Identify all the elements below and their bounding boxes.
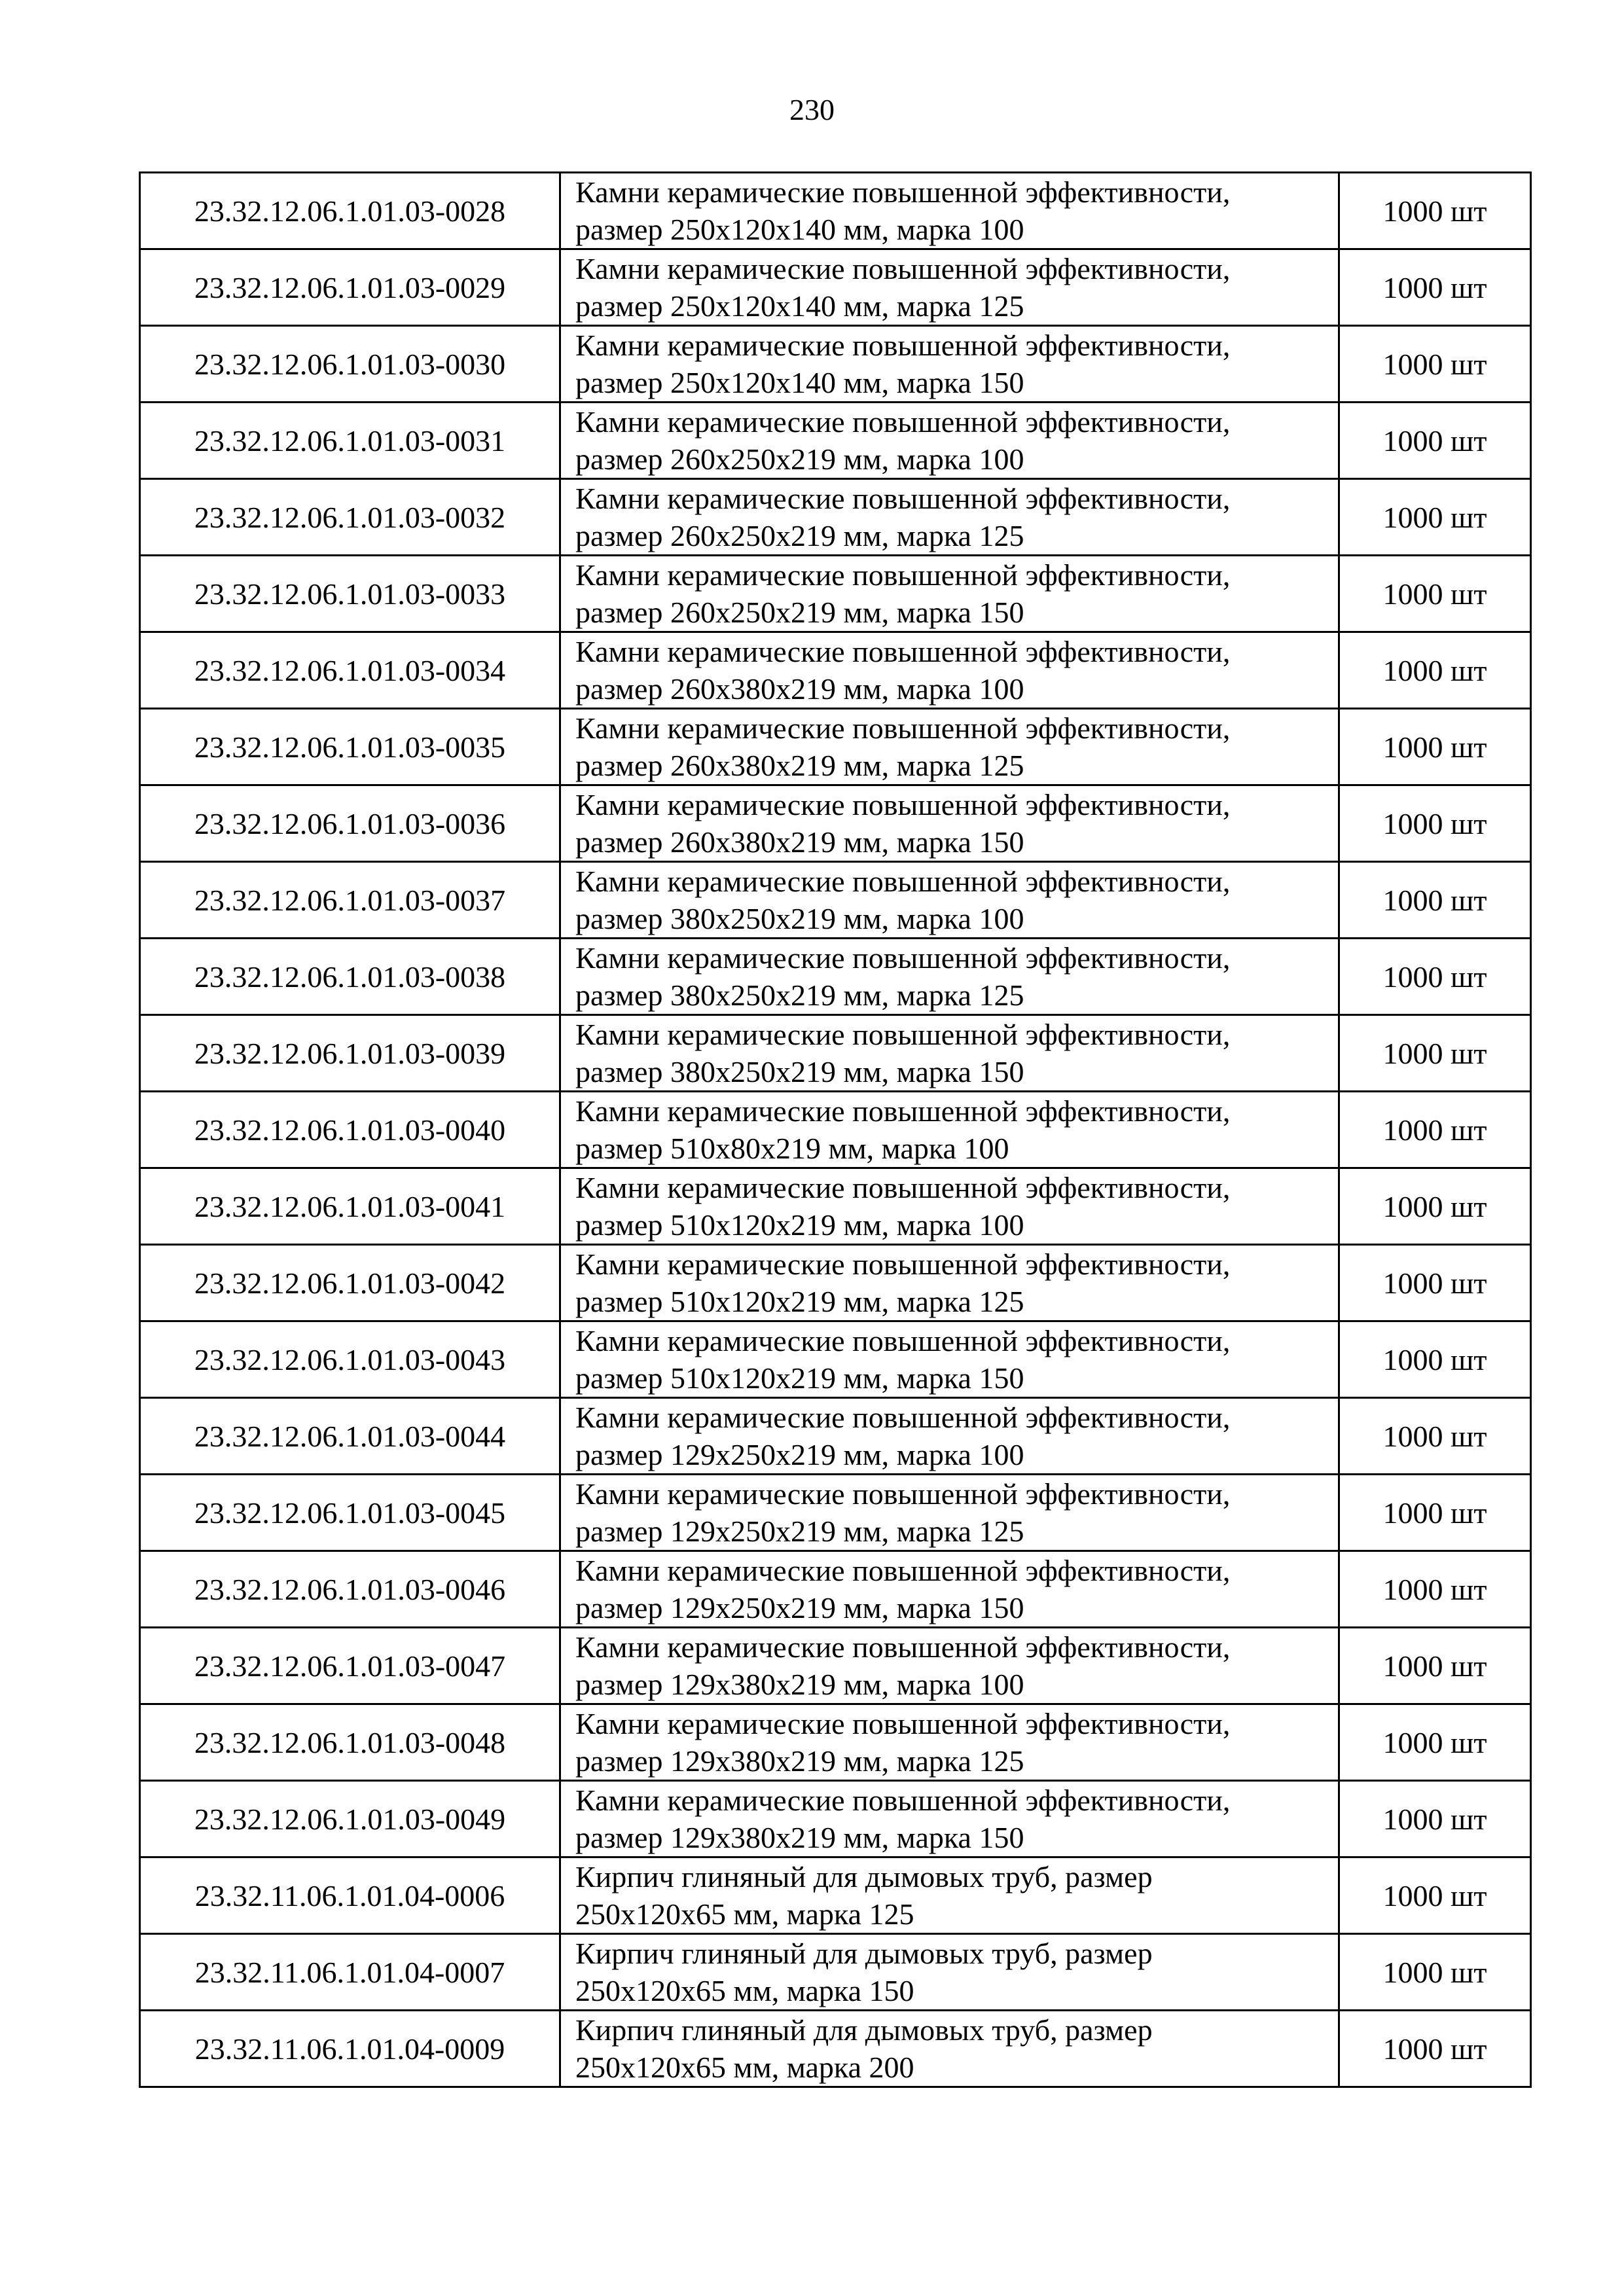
description-line-1: Камни керамические повышенной эффективности,	[575, 405, 1231, 439]
unit-cell: 1000 шт	[1339, 939, 1531, 1015]
description-line-1: Камни керамические повышенной эффективности,	[575, 1247, 1231, 1281]
unit-cell: 1000 шт	[1339, 1092, 1531, 1168]
description-line-1: Камни керамические повышенной эффективности,	[575, 482, 1231, 515]
table-row	[140, 1092, 1531, 1168]
resource-description-cell	[560, 939, 1339, 1015]
description-line-1: Камни керамические повышенной эффективности,	[575, 1094, 1231, 1128]
description-line-1: Кирпич глиняный для дымовых труб, размер	[575, 1937, 1153, 1970]
resource-description-cell	[560, 556, 1339, 632]
description-line-2: размер 129х250х219 мм, марка 125	[575, 1515, 1024, 1548]
description-line-1: Камни керамические повышенной эффективности,	[575, 1401, 1231, 1434]
unit-cell: 1000 шт	[1339, 173, 1531, 249]
resource-code-cell: 23.32.12.06.1.01.03-0033	[140, 556, 560, 632]
resource-code-cell: 23.32.12.06.1.01.03-0038	[140, 939, 560, 1015]
description-line-1: Камни керамические повышенной эффективности,	[575, 1707, 1231, 1740]
resource-description-cell	[560, 326, 1339, 403]
description-line-2: размер 380х250х219 мм, марка 100	[575, 902, 1024, 935]
resource-description-cell	[560, 862, 1339, 939]
resource-description-cell	[560, 709, 1339, 785]
description-line-2: 250х120х65 мм, марка 200	[575, 2051, 914, 2084]
resource-description-cell	[560, 1015, 1339, 1092]
resource-code-cell: 23.32.12.06.1.01.03-0036	[140, 785, 560, 862]
table-row	[140, 1398, 1531, 1475]
resource-description-cell	[560, 1704, 1339, 1781]
description-line-2: размер 129х380х219 мм, марка 150	[575, 1821, 1024, 1854]
resource-code-cell: 23.32.12.06.1.01.03-0030	[140, 326, 560, 403]
description-line-2: размер 129х250х219 мм, марка 100	[575, 1438, 1024, 1471]
resource-description-cell	[560, 1628, 1339, 1704]
description-line-2: размер 129х380х219 мм, марка 100	[575, 1668, 1024, 1701]
description-line-1: Камни керамические повышенной эффективности,	[575, 1171, 1231, 1204]
description-line-2: 250х120х65 мм, марка 125	[575, 1897, 914, 1931]
resource-code-cell: 23.32.12.06.1.01.03-0045	[140, 1475, 560, 1551]
description-line-2: размер 129х250х219 мм, марка 150	[575, 1591, 1024, 1624]
unit-cell: 1000 шт	[1339, 403, 1531, 479]
table-row	[140, 173, 1531, 249]
resource-code-cell: 23.32.12.06.1.01.03-0040	[140, 1092, 560, 1168]
unit-cell: 1000 шт	[1339, 1321, 1531, 1398]
description-line-2: размер 260х250х219 мм, марка 100	[575, 442, 1024, 476]
description-line-2: размер 260х380х219 мм, марка 125	[575, 749, 1024, 782]
resource-description-cell	[560, 1551, 1339, 1628]
unit-cell: 1000 шт	[1339, 1628, 1531, 1704]
table-row	[140, 632, 1531, 709]
table-row	[140, 326, 1531, 403]
resource-code-cell: 23.32.11.06.1.01.04-0007	[140, 1934, 560, 2011]
resource-code-cell: 23.32.12.06.1.01.03-0039	[140, 1015, 560, 1092]
description-line-1: Камни керамические повышенной эффективности,	[575, 635, 1231, 668]
resource-code-cell: 23.32.12.06.1.01.03-0042	[140, 1245, 560, 1321]
resource-description-cell	[560, 1857, 1339, 1934]
resource-code-cell: 23.32.12.06.1.01.03-0034	[140, 632, 560, 709]
description-line-1: Камни керамические повышенной эффективности,	[575, 1630, 1231, 1664]
description-line-1: Камни керамические повышенной эффективности,	[575, 788, 1231, 821]
table-row	[140, 785, 1531, 862]
resource-code-cell: 23.32.12.06.1.01.03-0041	[140, 1168, 560, 1245]
table-row	[140, 1704, 1531, 1781]
resource-description-cell	[560, 1475, 1339, 1551]
description-line-1: Камни керамические повышенной эффективности,	[575, 1477, 1231, 1511]
unit-cell: 1000 шт	[1339, 326, 1531, 403]
description-line-2: размер 260х380х219 мм, марка 150	[575, 825, 1024, 859]
description-line-2: размер 510х120х219 мм, марка 125	[575, 1285, 1024, 1318]
description-line-2: размер 260х250х219 мм, марка 125	[575, 519, 1024, 552]
description-line-2: размер 250х120х140 мм, марка 150	[575, 366, 1024, 399]
description-line-1: Камни керамические повышенной эффективности,	[575, 941, 1231, 975]
table-row	[140, 709, 1531, 785]
resource-code-cell: 23.32.12.06.1.01.03-0049	[140, 1781, 560, 1857]
unit-cell: 1000 шт	[1339, 1398, 1531, 1475]
description-line-1: Камни керамические повышенной эффективности,	[575, 252, 1231, 285]
table-row	[140, 1781, 1531, 1857]
description-line-1: Камни керамические повышенной эффективности,	[575, 1784, 1231, 1817]
resource-description-cell	[560, 1321, 1339, 1398]
description-line-2: размер 510х80х219 мм, марка 100	[575, 1132, 1009, 1165]
table-row	[140, 1245, 1531, 1321]
unit-cell: 1000 шт	[1339, 2011, 1531, 2087]
description-line-1: Камни керамические повышенной эффективности,	[575, 711, 1231, 745]
description-line-2: размер 380х250х219 мм, марка 150	[575, 1055, 1024, 1088]
table-row	[140, 1551, 1531, 1628]
resource-code-cell: 23.32.11.06.1.01.04-0009	[140, 2011, 560, 2087]
table-row	[140, 1934, 1531, 2011]
description-line-1: Кирпич глиняный для дымовых труб, размер	[575, 1860, 1153, 1893]
resource-code-cell: 23.32.12.06.1.01.03-0046	[140, 1551, 560, 1628]
unit-cell: 1000 шт	[1339, 1704, 1531, 1781]
resource-code-cell: 23.32.12.06.1.01.03-0044	[140, 1398, 560, 1475]
resource-code-cell: 23.32.12.06.1.01.03-0031	[140, 403, 560, 479]
unit-cell: 1000 шт	[1339, 1781, 1531, 1857]
resource-description-cell	[560, 479, 1339, 556]
resource-code-cell: 23.32.12.06.1.01.03-0029	[140, 249, 560, 326]
table-row	[140, 1628, 1531, 1704]
resource-description-cell	[560, 249, 1339, 326]
resource-description-cell	[560, 173, 1339, 249]
unit-cell: 1000 шт	[1339, 249, 1531, 326]
description-line-1: Камни керамические повышенной эффективности,	[575, 1324, 1231, 1357]
resource-code-cell: 23.32.12.06.1.01.03-0035	[140, 709, 560, 785]
description-line-1: Камни керамические повышенной эффективности,	[575, 1018, 1231, 1051]
description-line-1: Камни керамические повышенной эффективности,	[575, 558, 1231, 592]
unit-cell: 1000 шт	[1339, 1857, 1531, 1934]
description-line-2: размер 260х380х219 мм, марка 100	[575, 672, 1024, 706]
description-line-1: Камни керамические повышенной эффективности,	[575, 865, 1231, 898]
description-line-2: размер 510х120х219 мм, марка 150	[575, 1361, 1024, 1395]
table-row	[140, 1015, 1531, 1092]
resource-code-cell: 23.32.12.06.1.01.03-0032	[140, 479, 560, 556]
description-line-1: Кирпич глиняный для дымовых труб, размер	[575, 2013, 1153, 2047]
unit-cell: 1000 шт	[1339, 1245, 1531, 1321]
resource-description-cell	[560, 403, 1339, 479]
resource-description-cell	[560, 632, 1339, 709]
unit-cell: 1000 шт	[1339, 1551, 1531, 1628]
catalog-table-body	[140, 173, 1531, 2087]
description-line-1: Камни керамические повышенной эффективности,	[575, 175, 1231, 209]
table-row	[140, 2011, 1531, 2087]
resource-code-cell: 23.32.12.06.1.01.03-0048	[140, 1704, 560, 1781]
unit-cell: 1000 шт	[1339, 1934, 1531, 2011]
resource-description-cell	[560, 1092, 1339, 1168]
table-row	[140, 862, 1531, 939]
unit-cell: 1000 шт	[1339, 785, 1531, 862]
catalog-table	[139, 171, 1532, 2088]
description-line-2: размер 250х120х140 мм, марка 100	[575, 213, 1024, 246]
table-row	[140, 249, 1531, 326]
description-line-2: размер 129х380х219 мм, марка 125	[575, 1744, 1024, 1778]
unit-cell: 1000 шт	[1339, 479, 1531, 556]
resource-description-cell	[560, 785, 1339, 862]
description-line-2: размер 260х250х219 мм, марка 150	[575, 596, 1024, 629]
table-row	[140, 479, 1531, 556]
description-line-2: размер 250х120х140 мм, марка 125	[575, 289, 1024, 323]
unit-cell: 1000 шт	[1339, 862, 1531, 939]
resource-description-cell	[560, 1398, 1339, 1475]
table-row	[140, 556, 1531, 632]
unit-cell: 1000 шт	[1339, 1168, 1531, 1245]
unit-cell: 1000 шт	[1339, 632, 1531, 709]
resource-code-cell: 23.32.12.06.1.01.03-0037	[140, 862, 560, 939]
description-line-2: размер 510х120х219 мм, марка 100	[575, 1208, 1024, 1242]
resource-description-cell	[560, 1168, 1339, 1245]
page-number: 230	[789, 93, 835, 126]
unit-cell: 1000 шт	[1339, 1475, 1531, 1551]
unit-cell: 1000 шт	[1339, 556, 1531, 632]
resource-code-cell: 23.32.12.06.1.01.03-0043	[140, 1321, 560, 1398]
description-line-2: 250х120х65 мм, марка 150	[575, 1974, 914, 2007]
table-row	[140, 1475, 1531, 1551]
resource-code-cell: 23.32.12.06.1.01.03-0028	[140, 173, 560, 249]
resource-description-cell	[560, 1245, 1339, 1321]
description-line-1: Камни керамические повышенной эффективности,	[575, 1554, 1231, 1587]
resource-description-cell	[560, 1934, 1339, 2011]
description-line-1: Камни керамические повышенной эффективности,	[575, 329, 1231, 362]
table-row	[140, 939, 1531, 1015]
resource-code-cell: 23.32.11.06.1.01.04-0006	[140, 1857, 560, 1934]
unit-cell: 1000 шт	[1339, 1015, 1531, 1092]
unit-cell: 1000 шт	[1339, 709, 1531, 785]
resource-description-cell	[560, 2011, 1339, 2087]
description-line-2: размер 380х250х219 мм, марка 125	[575, 978, 1024, 1012]
table-row	[140, 403, 1531, 479]
table-row	[140, 1857, 1531, 1934]
table-row	[140, 1168, 1531, 1245]
resource-code-cell: 23.32.12.06.1.01.03-0047	[140, 1628, 560, 1704]
table-row	[140, 1321, 1531, 1398]
resource-description-cell	[560, 1781, 1339, 1857]
